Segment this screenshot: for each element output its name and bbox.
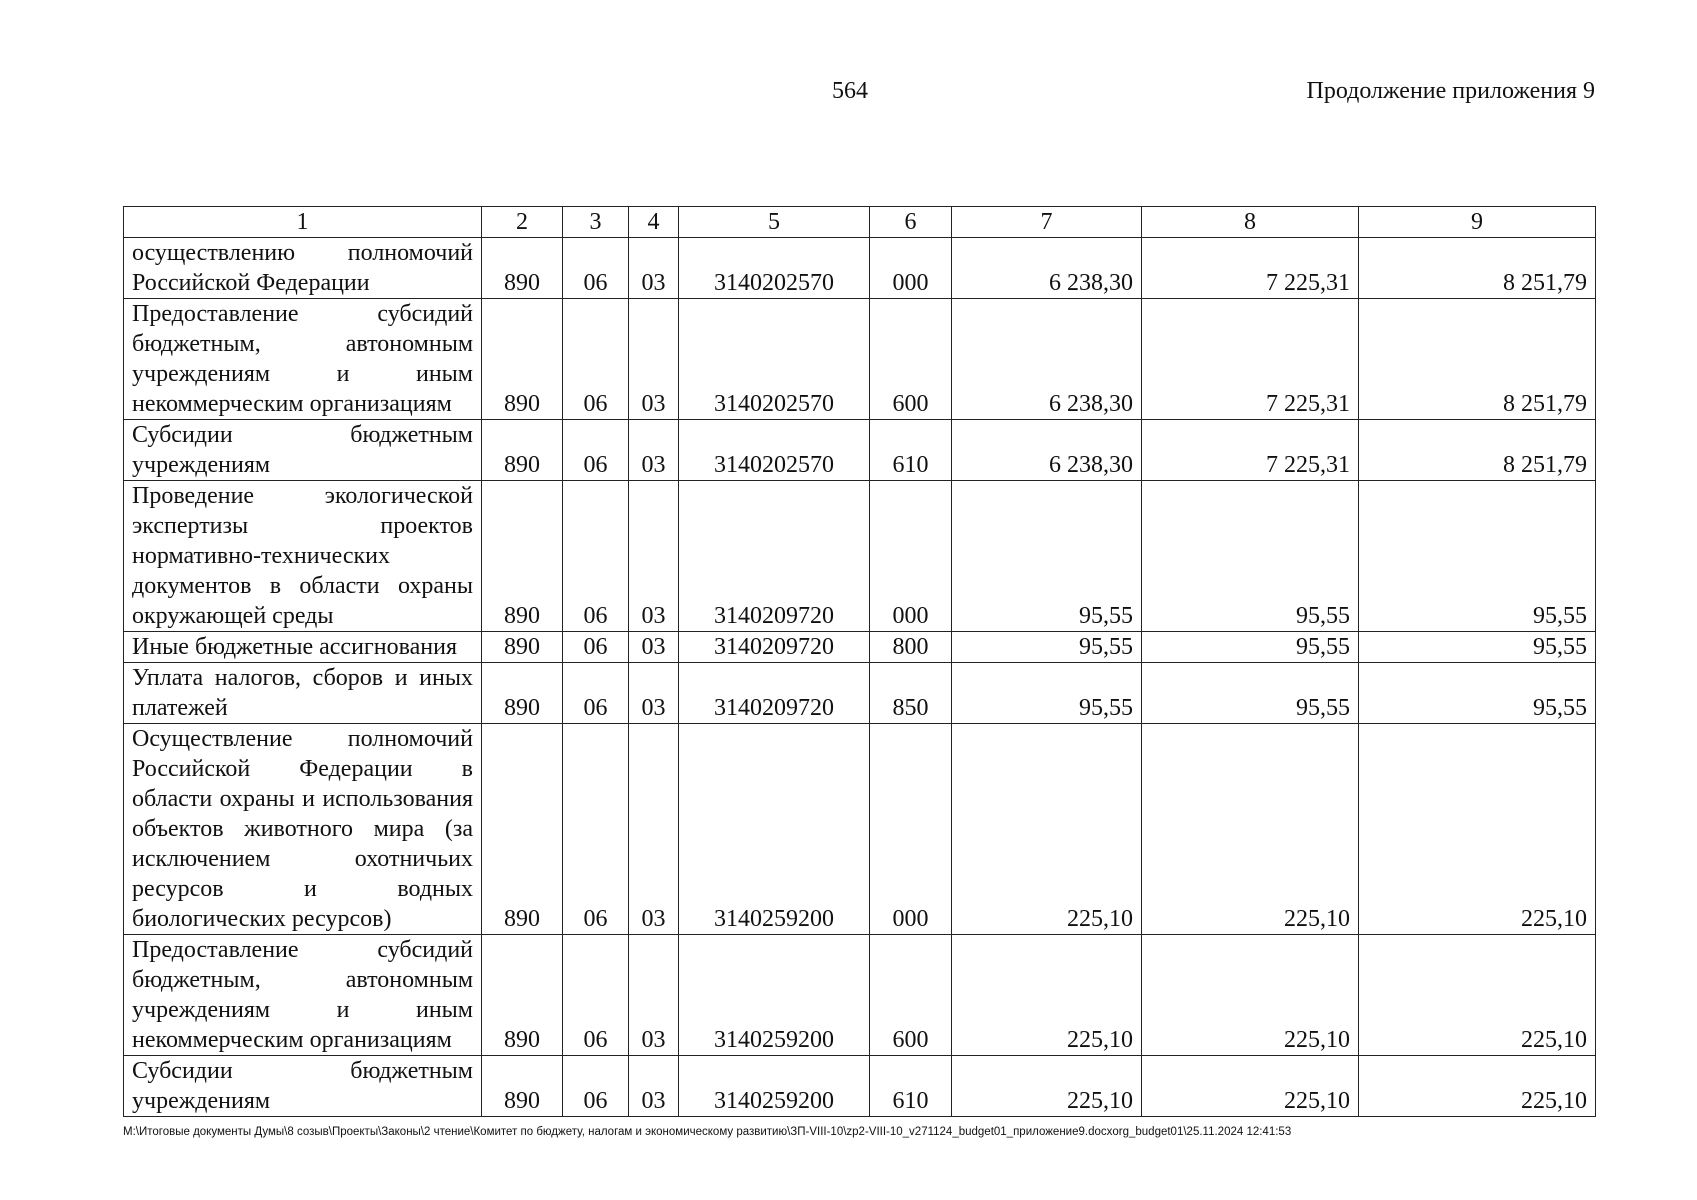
- row-target-article-cell: 3140202570: [679, 420, 870, 481]
- row-code-cell: 890: [482, 299, 563, 420]
- row-amount-cell: 225,10: [1359, 935, 1596, 1056]
- row-amount-cell: 95,55: [952, 481, 1142, 632]
- row-section-cell: 06: [563, 935, 629, 1056]
- row-subsection-cell: 03: [629, 299, 679, 420]
- table-row: [124, 481, 1596, 632]
- row-amount-cell: 95,55: [1359, 632, 1596, 663]
- header-cell: 5: [679, 207, 870, 238]
- appendix-title: Продолжение приложения 9: [1306, 78, 1595, 104]
- row-subsection-cell: 03: [629, 238, 679, 299]
- row-target-article-cell: 3140202570: [679, 299, 870, 420]
- row-target-article-cell: 3140259200: [679, 724, 870, 935]
- row-amount-cell: 95,55: [1359, 481, 1596, 632]
- row-section-cell: 06: [563, 238, 629, 299]
- table-row: [124, 238, 1596, 299]
- row-expense-type-cell: 800: [870, 632, 952, 663]
- row-expense-type-cell: 850: [870, 663, 952, 724]
- header-cell: 8: [1142, 207, 1359, 238]
- row-subsection-cell: 03: [629, 632, 679, 663]
- table-row: [124, 935, 1596, 1056]
- table-row: [124, 632, 1596, 663]
- header-cell: 4: [629, 207, 679, 238]
- row-name-cell: Предоставление субсидий бюджетным, автономным учреждениям и иным некоммерческим организациям: [124, 935, 482, 1056]
- row-code-cell: 890: [482, 663, 563, 724]
- row-code-cell: 890: [482, 632, 563, 663]
- row-expense-type-cell: 600: [870, 935, 952, 1056]
- row-amount-cell: 225,10: [1142, 724, 1359, 935]
- budget-table: [123, 206, 1596, 1117]
- row-amount-cell: 225,10: [952, 1056, 1142, 1117]
- row-name-cell: Осуществление полномочий Российской Федерации в области охраны и использования объектов животного мира (за исключением охотничьих ресурсов и водных биологических ресурсов): [124, 724, 482, 935]
- row-amount-cell: 95,55: [952, 663, 1142, 724]
- row-code-cell: 890: [482, 1056, 563, 1117]
- row-code-cell: 890: [482, 420, 563, 481]
- row-code-cell: 890: [482, 481, 563, 632]
- row-name-cell: осуществлению полномочий Российской Федерации: [124, 238, 482, 299]
- row-amount-cell: 95,55: [1142, 632, 1359, 663]
- row-amount-cell: 225,10: [1359, 1056, 1596, 1117]
- row-subsection-cell: 03: [629, 724, 679, 935]
- row-amount-cell: 95,55: [1359, 663, 1596, 724]
- row-code-cell: 890: [482, 724, 563, 935]
- table-row: [124, 299, 1596, 420]
- row-amount-cell: 8 251,79: [1359, 299, 1596, 420]
- row-section-cell: 06: [563, 1056, 629, 1117]
- row-amount-cell: 225,10: [1142, 935, 1359, 1056]
- row-amount-cell: 7 225,31: [1142, 238, 1359, 299]
- row-subsection-cell: 03: [629, 663, 679, 724]
- row-subsection-cell: 03: [629, 935, 679, 1056]
- row-amount-cell: 95,55: [952, 632, 1142, 663]
- row-section-cell: 06: [563, 299, 629, 420]
- row-amount-cell: 8 251,79: [1359, 420, 1596, 481]
- budget-table-body: [124, 207, 1596, 1117]
- row-expense-type-cell: 610: [870, 420, 952, 481]
- row-subsection-cell: 03: [629, 481, 679, 632]
- row-target-article-cell: 3140209720: [679, 663, 870, 724]
- row-section-cell: 06: [563, 632, 629, 663]
- row-section-cell: 06: [563, 481, 629, 632]
- row-target-article-cell: 3140209720: [679, 632, 870, 663]
- table-row: [124, 724, 1596, 935]
- row-amount-cell: 6 238,30: [952, 420, 1142, 481]
- row-expense-type-cell: 000: [870, 724, 952, 935]
- row-amount-cell: 8 251,79: [1359, 238, 1596, 299]
- row-amount-cell: 225,10: [1142, 1056, 1359, 1117]
- row-section-cell: 06: [563, 724, 629, 935]
- table-header-row: [124, 207, 1596, 238]
- footer-file-path: M:\Итоговые документы Думы\8 созыв\Проекты\Законы\2 чтение\Комитет по бюджету, налогам и экономическому развитию\ЗП-VIII-10\zp2-VIII-10_v271124_budget01_приложение9.docxorg_budget01\25.11.2024 12:41:53: [123, 1126, 1292, 1138]
- row-subsection-cell: 03: [629, 1056, 679, 1117]
- row-amount-cell: 95,55: [1142, 663, 1359, 724]
- row-target-article-cell: 3140202570: [679, 238, 870, 299]
- row-amount-cell: 6 238,30: [952, 238, 1142, 299]
- row-code-cell: 890: [482, 935, 563, 1056]
- row-name-cell: Субсидии бюджетным учреждениям: [124, 1056, 482, 1117]
- header-cell: 9: [1359, 207, 1596, 238]
- row-name-cell: Субсидии бюджетным учреждениям: [124, 420, 482, 481]
- row-section-cell: 06: [563, 420, 629, 481]
- row-target-article-cell: 3140259200: [679, 935, 870, 1056]
- table-row: [124, 663, 1596, 724]
- row-subsection-cell: 03: [629, 420, 679, 481]
- header-cell: 2: [482, 207, 563, 238]
- row-amount-cell: 225,10: [952, 724, 1142, 935]
- row-amount-cell: 7 225,31: [1142, 420, 1359, 481]
- row-name-cell: Уплата налогов, сборов и иных платежей: [124, 663, 482, 724]
- row-code-cell: 890: [482, 238, 563, 299]
- row-amount-cell: 225,10: [952, 935, 1142, 1056]
- header-cell: 7: [952, 207, 1142, 238]
- row-expense-type-cell: 000: [870, 481, 952, 632]
- row-name-cell: Предоставление субсидий бюджетным, автономным учреждениям и иным некоммерческим организациям: [124, 299, 482, 420]
- header-cell: 1: [124, 207, 482, 238]
- row-amount-cell: 225,10: [1359, 724, 1596, 935]
- row-expense-type-cell: 000: [870, 238, 952, 299]
- row-name-cell: Иные бюджетные ассигнования: [124, 632, 482, 663]
- row-target-article-cell: 3140259200: [679, 1056, 870, 1117]
- table-row: [124, 1056, 1596, 1117]
- row-section-cell: 06: [563, 663, 629, 724]
- row-expense-type-cell: 600: [870, 299, 952, 420]
- row-target-article-cell: 3140209720: [679, 481, 870, 632]
- page-number: 564: [832, 78, 868, 104]
- row-amount-cell: 6 238,30: [952, 299, 1142, 420]
- row-name-cell: Проведение экологической экспертизы проектов нормативно-технических документов в области охраны окружающей среды: [124, 481, 482, 632]
- header-cell: 3: [563, 207, 629, 238]
- row-expense-type-cell: 610: [870, 1056, 952, 1117]
- row-amount-cell: 95,55: [1142, 481, 1359, 632]
- table-row: [124, 420, 1596, 481]
- row-amount-cell: 7 225,31: [1142, 299, 1359, 420]
- header-cell: 6: [870, 207, 952, 238]
